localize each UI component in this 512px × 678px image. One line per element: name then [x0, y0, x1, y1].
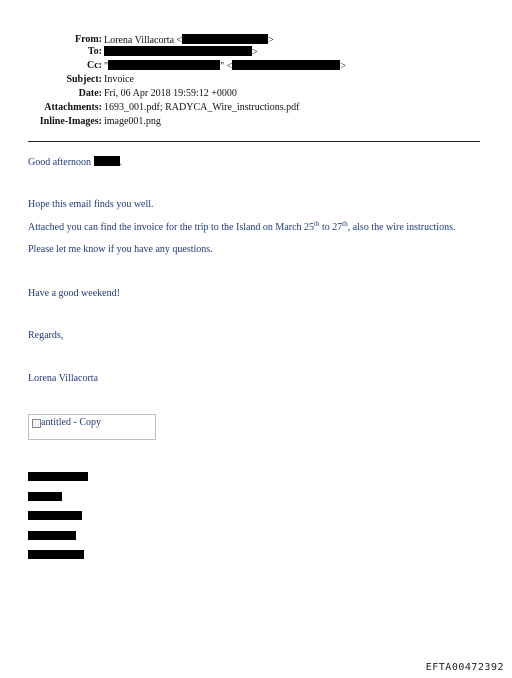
redaction-block — [232, 60, 340, 70]
attachments-label: Attachments: — [44, 102, 102, 113]
closing: Regards, — [28, 330, 64, 341]
redaction-block — [94, 156, 120, 166]
attachments-value: 1693_001.pdf; RADYCA_Wire_instructions.pdf — [104, 102, 300, 113]
line2-part-a: Attached you can find the invoice for the trip to the Island on March 25 — [28, 222, 315, 233]
redacted-signature-line — [28, 472, 88, 481]
line2-part-b: to 27 — [319, 222, 343, 233]
inline-image-placeholder[interactable] — [28, 414, 156, 440]
inline-images-value: image001.png — [104, 116, 161, 127]
document-id: EFTA00472392 — [425, 662, 504, 673]
cc-suffix: > — [340, 61, 346, 72]
image-alt-text: antitled - Copy — [41, 417, 101, 428]
redaction-block — [182, 34, 268, 44]
redacted-signature-line — [28, 531, 76, 540]
body-line-4: Have a good weekend! — [28, 288, 120, 299]
to-suffix: > — [252, 47, 258, 58]
from-suffix: > — [268, 35, 274, 46]
subject-value: Invoice — [104, 74, 134, 85]
date-label: Date: — [78, 88, 102, 99]
cc-middle: " < — [220, 61, 233, 72]
header-separator — [28, 141, 480, 142]
line2-sup-2: th — [342, 220, 348, 228]
subject-label: Subject: — [66, 74, 102, 85]
to-label: To: — [87, 46, 102, 57]
line2-sup-1: th — [314, 220, 320, 228]
greeting-end: . — [119, 157, 123, 168]
body-line-1: Hope this email finds you well. — [28, 199, 154, 210]
redacted-signature-line — [28, 511, 82, 520]
cc-prefix: " — [104, 61, 109, 72]
greeting-text: Good afternoon — [28, 157, 92, 168]
redacted-signature-line — [28, 492, 62, 501]
signature-name: Lorena Villacorta — [28, 373, 99, 384]
body-line-3: Please let me know if you have any questions. — [28, 244, 213, 255]
from-label: From: — [74, 34, 102, 45]
broken-image-icon — [32, 419, 41, 428]
redaction-block — [108, 60, 220, 70]
line2-part-c: , also the wire instructions. — [347, 222, 456, 233]
body-line-2 — [28, 222, 455, 233]
redaction-block — [104, 46, 252, 56]
redacted-signature-line — [28, 550, 84, 559]
cc-label: Cc: — [87, 60, 102, 71]
greeting-line — [28, 156, 122, 168]
from-value: Lorena Villacorta < — [104, 35, 183, 46]
date-value: Fri, 06 Apr 2018 19:59:12 +0000 — [104, 88, 237, 99]
inline-images-label: Inline-Images: — [39, 116, 102, 127]
